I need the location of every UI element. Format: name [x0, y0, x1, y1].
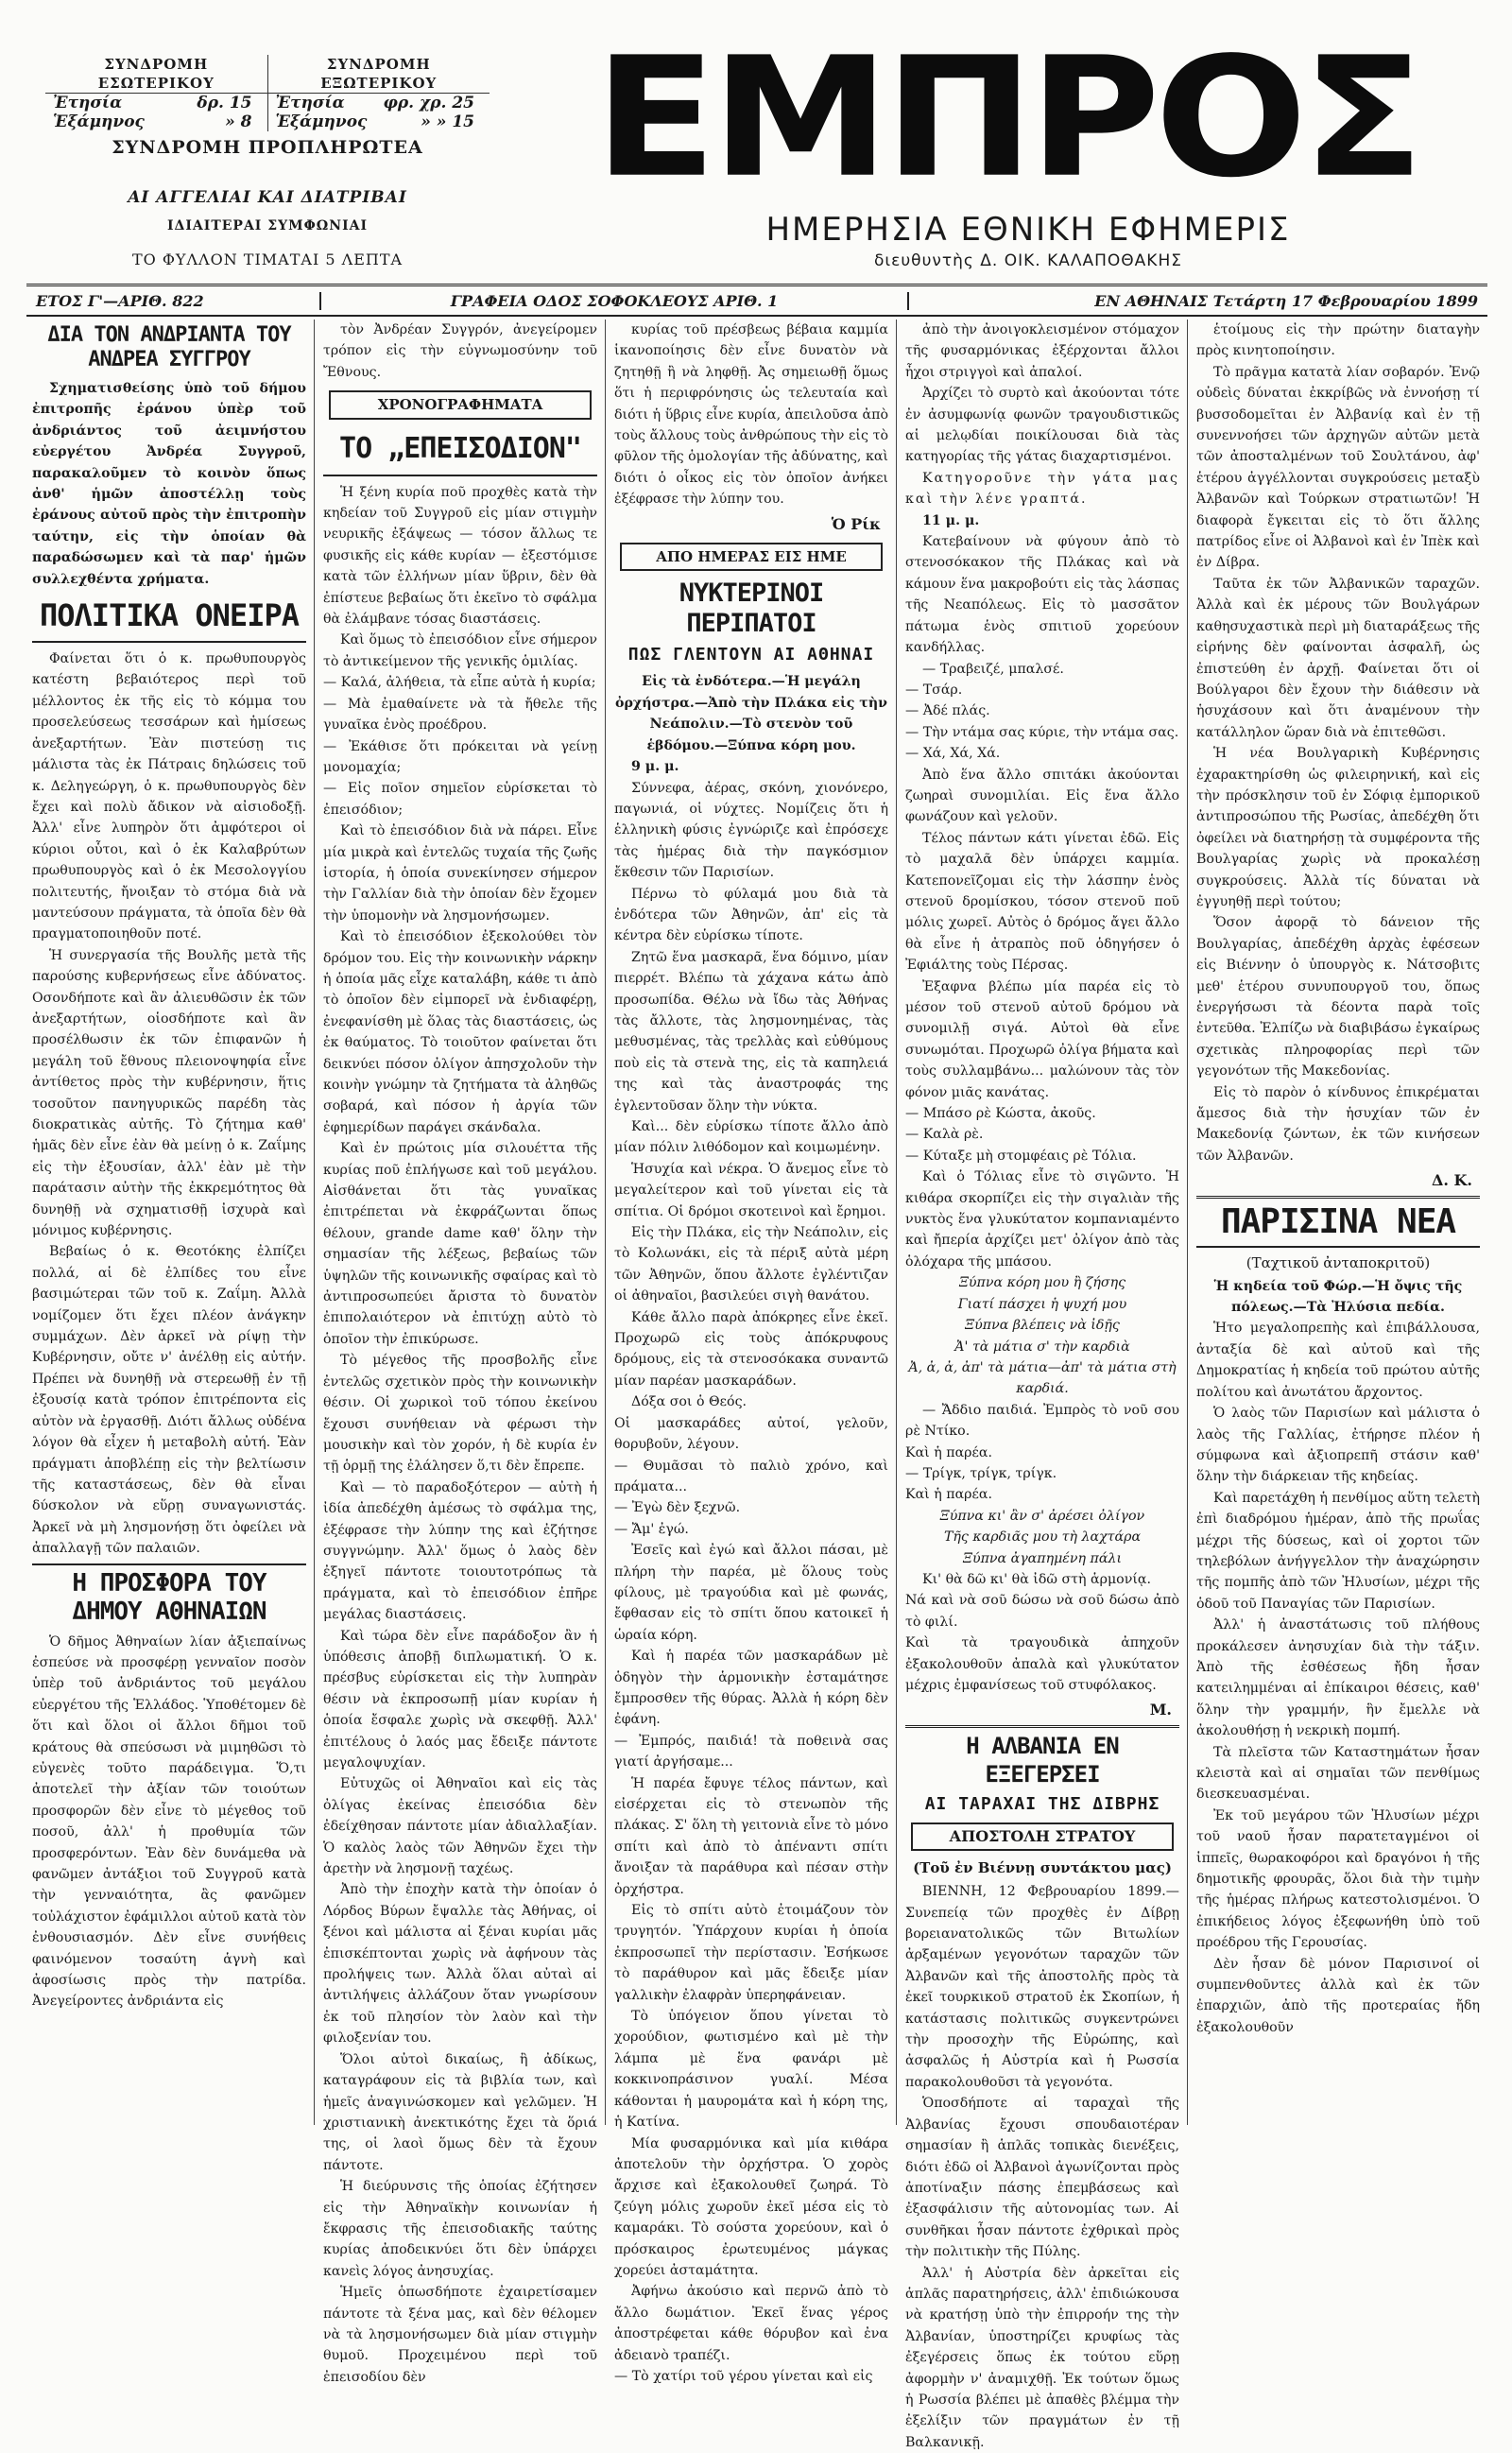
headline-political-dreams: ΠΟΛΙΤΙΚΑ ΟΝΕΙΡΑ [32, 594, 306, 643]
subscription-row [268, 112, 490, 131]
paragraph: Ἡ διεύρυνσις τῆς ὁποίας ἐζήτησεν εἰς τὴν Ἀθηναϊκὴν κοινωνίαν ἡ ἔκφρασις τῆς ἐπεισοδιακῆς ταύτης κυρίας ἀποδεικνύει ὅτι δὲν ὑπάρχει κανεὶς λόγος ἀνησυχίας. [323, 2179, 597, 2279]
paragraph: Κάθε ἄλλο παρὰ ἀπόκρηες εἶνε ἐκεῖ. Προχωρῶ εἰς τοὺς ἀπόκρυφους δρόμους, εἰς τὰ στενοσόκακα συναντῶ μίαν παρέαν μασκαράδων. [614, 1309, 888, 1389]
paragraph: Ἡ συνεργασία τῆς Βουλῆς μετὰ τῆς παρούσης κυβερνήσεως εἶνε ἀδύνατος. Οσονδήποτε καὶ ἂν ἀλιευθῶσιν ἐκ τῶν ἀνεξαρτήτων, οἱοσδήποτε καὶ ἂν προσέλθωσιν ἐκ τῶν ἐπιφανῶν ἡ μεγάλη τοῦ ἔθνους πλειονοψηφία εἶνε ἀντίθετος πρὸς τὴν κυβέρνησιν, ἥτις τοσοῦτον πανηγυρικῶς παρέδη τὰς διοκρατικὰς αὐτῆς. Τὸ ζήτημα καθ' ἡμᾶς δὲν εἶνε ἐὰν θὰ μείνῃ ὁ κ. Ζαΐμης εἰς τὴν ἐξουσίαν, ἀλλ' ἐὰν μὲ τὴν παράτασιν αὐτὴν τῆς ἐκκρεμότητος θὰ δυνηθῇ νὰ σχηματισθῇ ἰσχυρὰ καὶ μόνιμος κυβέρνησις. [32, 947, 306, 1239]
paragraph: Ζητῶ ἕνα μασκαρᾶ, ἕνα δόμινο, μίαν πιερρέτ. Βλέπω τὰ χάχανα κάτω ἀπὸ προσωπίδα. Θέλω νὰ ἴδω τὰς Ἀθήνας τὰς ἄλλοτε, τὰς λησμονημένας, τὰς μεθυσμένας, τὰς τρελλὰς καὶ εὐθύμους ποὺ εἰς τὰ στενὰ της, εἰς τὰ καπηλειά της καὶ τὰς ἀναστροφάς της ἐγλεντοῦσαν ὅλην τὴν νύκτα. [614, 949, 888, 1114]
sub-label: Ἐτησία [275, 94, 345, 112]
newspaper-page [26, 21, 1487, 2450]
paragraph: Δὲν ἦσαν δὲ μόνον Παρισινοί οἱ συμπενθοῦντες ἀλλὰ καὶ ἐκ τῶν ἐπαρχιῶν, ἀπὸ τῆς προτεραίας ἤδη ἐξακολουθοῦν [1196, 1956, 1480, 2035]
sub-value: δρ. 15 [197, 94, 252, 112]
newspaper-title: ΕΜΠΡΟΣ [593, 21, 1419, 215]
special-agreements: ΙΔΙΑΙΤΕΡΑΙ ΣΥΜΦΩΝΙΑΙ [166, 218, 369, 233]
column-1 [32, 320, 306, 2125]
paragraph: Τέλος πάντων κάτι γίνεται ἐδῶ. Εἰς τὸ μαχαλᾶ δὲν ὑπάρχει καμμία. Κατεπονεῖζομαι εἰς τὴν λάσπην ἑνὸς στενοῦ δρομίσκου, τόσον στενοῦ ποῦ μόλις χωρεῖ. Αὐτὸς ὁ δρόμος ἄγει ἄλλο θὰ εἶνε ἡ ἀτραπὸς ποῦ ὁδηγήσεν ὁ Ἐφιάλτης τοὺς Πέρσας. [905, 830, 1179, 974]
paragraph: Μία φυσαρμόνικα καὶ μία κιθάρα ἀποτελοῦν τὴν ὀρχήστρα. Ὁ χορὸς ἄρχισε καὶ ἐξακολουθεῖ ζωηρά. Τὸ ζεύγη μόλις χωροῦν ἐκεῖ μέσα εἰς τὸ καμαράκι. Τὸ σούστα χορεύουν, καὶ ὁ πρόσκαιρος ἐρωτευμένος μάγκας χορεύει ἀσταμάτητα. [614, 2135, 888, 2278]
sub-value: » 8 [225, 112, 252, 131]
paragraph: Ἀφήνω ἀκούσιο καὶ περνῶ ἀπὸ τὸ ἄλλο δωμάτιον. Ἐκεῖ ἕνας γέρος ἀποστρέφεται κάθε θόρυβον καὶ ἐνα ἀδειανὸ τραπέζι. — Τὸ χατίρι τοῦ γέρου γίνεται καὶ εἰς [614, 2284, 888, 2384]
paragraph: Ὁποσδήποτε αἱ ταραχαὶ τῆς Ἀλβανίας ἔχουσι σπουδαιοτέραν σημασίαν ἢ ἁπλᾶς τοπικὰς διενέξεις, διότι ἐδῶ οἱ Ἀλβανοὶ ἀγωνίζονται πρὸς ἀποτίναξιν πάσης ἐπεμβάσεως καὶ ἐξασφάλισιν τῆς αὐτονομίας των. Αἱ συνθῆκαι ἦσαν πάντοτε ἐχθρικαὶ πρὸς τὴν πολιτικὴν τῆς Πύλης. [905, 2096, 1179, 2260]
paragraph: Ἐκ τοῦ μεγάρου τῶν Ἠλυσίων μέχρι τοῦ ναοῦ ἦσαν παρατεταγμένοι οἱ ἱππεῖς, θωρακοφόροι καὶ δραγόνοι ἡ τῆς δημοτικῆς φρουρᾶς, ὅλοι διὰ τὴν τιμὴν τῆς ἡμέρας πλήρως κατεστολισμένοι. Ὁ ἐπικήδειος λόγος ἐξεφωνήθη ὑπὸ τοῦ προέδρου τῆς Γερουσίας. [1196, 1807, 1480, 1951]
subscription-abroad-head: ΣΥΝΔΡΟΜΗ ΕΞΩΤΕΡΙΚΟΥ [268, 55, 490, 94]
paragraph: — Ἄδδιο παιδιά. Ἐμπρὸς τὸ νοῦ σου ρὲ Ντίκο. Καὶ ἡ παρέα. — Τρίγκ, τρίγκ, τρίγκ. Καὶ ἡ παρέα. [905, 1402, 1179, 1503]
paragraph: Κατηγοροῦνε τὴν γάτα μας καὶ τὴν λένε γραπτά. [905, 470, 1179, 508]
paragraph: Τὸ ὑπόγειον ὅπου γίνεται τὸ χορούδιον, φωτισμένο καὶ μὲ τὴν λάμπα μὲ ἕνα φανάρι μὲ κοκκινοπράσινον γυαλί. Μέσα κάθονται ἡ μαυρομάτα καὶ ἡ κόρη της, ἡ Κατίνα. [614, 2009, 888, 2131]
masthead-left [45, 55, 490, 268]
paragraph: Φαίνεται ὅτι ὁ κ. πρωθυπουργὸς κατέστη βεβαιότερος περὶ τοῦ μέλλοντος ἐκ τῆς εἰς τὸ κόμμα του προσελεύσεως τεσσάρων καὶ ἡμίσεως ἀνεξαρτήτων. Ἐὰν πιστεύσῃ τις μάλιστα τὰς ἐκ Πάτραις δηλώσεις τοῦ κ. Δεληγεώργη, ὁ κ. πρωθυπουργὸς δὲν ἔχει καὶ πολὺ ἄδικον νὰ αἰσιοδοξῇ. Ἀλλ' εἶνε λυπηρὸν ὅτι ἀμφότεροι οἱ κύριοι οὗτοι, καὶ ὁ ἐκ Καλαβρύτων πρωθυπουργὸς καὶ ὁ ἐκ Μεσολογγίου πολιτευτής, ἤνοιξαν τὸ στόμα διὰ νὰ μαντεύσουν πράγματα, τὰ ὁποῖα δὲν θὰ πραγματοποιηθοῦν ποτέ. [32, 651, 306, 942]
paragraph: Ἡ παρέα ἔφυγε τέλος πάντων, καὶ εἰσέρχεται εἰς τὸ στενωπὸν τῆς πλάκας. Σ' ὅλη τὴ γειτονιὰ εἶνε τὸ μόνο σπίτι καὶ ἀπὸ τὸ ἀπέναντι σπίτι ἄνοιξαν τὰ παράθυρα καὶ πέσαν στὴν ὀρχήστρα. [614, 1775, 888, 1897]
subscription-row [45, 112, 267, 131]
paragraph: — Τραβειζέ, μπαλσέ. — Τσάρ. — Ἀδέ πλάς. — Τὴν ντάμα σας κύριε, τὴν ντάμα σας. — Χά, Χά, Χά. [905, 661, 1179, 762]
paragraph: Ἡσυχία καὶ νέκρα. Ὁ ἄνεμος εἶνε τὸ μεγαλείτερον καὶ τοῦ γίνεται εἰς τὰ σπίτια. Οἱ δρόμοι σκοτεινοὶ καὶ ἔρημοι. [614, 1161, 888, 1219]
song-verse: Ξύπνα κι' ἂν σ' ἀρέσει ὀλίγον Τῆς καρδιᾶς μου τὴ λαχτάρα Ξύπνα ἀγαπημένη πάλι [939, 1508, 1145, 1566]
prepaid-notice: ΣΥΝΔΡΟΜΗ ΠΡΟΠΛΗΡΩΤΕΑ [112, 137, 423, 158]
sub-value: φρ. χρ. 25 [383, 94, 474, 112]
paragraph: Καὶ ἐν πρώτοις μία σιλουέττα τῆς κυρίας ποῦ ἐπλήγωσε καὶ τοῦ μεγάλου. Αἰσθάνεται ὅτι τὰς γυναῖκας ἐπιτρέπεται νὰ ἐκφράζωνται ὅπως θέλουν, grande dame καθ' ὅλην τὴν σημασίαν τῆς λέξεως, βεβαίως τῶν ὑψηλῶν τῆς κοινωνικῆς σφαίρας καὶ τὸ ἀντιπροσωπεύει ἄριστα τὸ δυνατὸν ἐπιπολαιότερον νὰ ἐπιτύχῃ αὐτὸ τὸ ὁποῖον τὴν ἐπικύρωσε. [323, 1141, 597, 1347]
paragraph: ἀπὸ τὴν ἀνοιγοκλεισμένον στόμαχον τῆς φυσαρμόνικας ἐξέρχονται ἄλλοι ἦχοι στριγγοὶ καὶ ἀπαλοί. [905, 322, 1179, 380]
column-3 [614, 320, 888, 2384]
column-rule [1187, 320, 1188, 2125]
paragraph: Ἀλλ' ἡ ἀναστάτωσις τοῦ πλήθους προκάλεσεν ἀνησυχίαν διὰ τὴν τάξιν. Ἀπὸ τῆς ἐσθέσεως ἤδη ἦσαν κατειλημμέναι αἱ ἐπίκαιροι θέσεις, καθ' ὅλην τὴν γραμμήν, ἣν ἔμελλε νὰ ἀκολουθήσῃ ἡ νεκρικὴ πομπή. [1196, 1617, 1480, 1739]
paragraph: Ἀλλ' ἡ Αὐστρία δὲν ἀρκεῖται εἰς ἁπλᾶς παρατηρήσεις, ἀλλ' ἐπιδιώκουσα νὰ κρατήσῃ ὑπὸ τὴν ἐπιρροήν της τὴν Ἀλβανίαν, ὑποστηρίζει κρυφίως τὰς ἐξεγέρσεις ὅπως ἐκ τούτου εὕρῃ ἀφορμὴν ν' ἀναμιχθῇ. Ἐκ τούτων ὅμως ἡ Ρωσσία βλέπει μὲ ἀπαθὲς βλέμμα τὴν ἐξελίξιν τῶν πραγμάτων ἐν τῇ Βαλκανικῇ. [905, 2265, 1179, 2450]
paragraph: Εἰς τὸ σπίτι αὐτὸ ἐτοιμάζουν τὸν τρυγητόν. Ὑπάρχουν κυρίαι ἡ ὁποία ἐκπροσωπεῖ τὴν περίστασιν. Ἐσήκωσε τὸ παράθυρον καὶ μᾶς ἔδειξε μίαν γαλλικὴν ἐλαφρὰν ὑπερηφάνειαν. [614, 1903, 888, 2003]
paragraph: Ὅσον ἀφορᾷ τὸ δάνειον τῆς Βουλγαρίας, ἀπεδέχθη ἀρχὰς ἐφέσεων εἰς Βιέννην ὁ ὑπουργὸς κ. Νάτσοβιτς μεθ' ἑτέρου συνυπουργοῦ του, ὅπως ἐνεργήσωσι τὰ δέοντα παρὰ τοῖς ἐντεῦθα. Ἐλπίζω νὰ διαβιβάσω ἐγκαίρως σχετικὰς πληροφορίας περὶ τῶν γεγονότων τῆς Μακεδονίας. [1196, 915, 1480, 1080]
correspondent-note: (Τοῦ ἐν Βιέννῃ συντάκτου μας) [913, 1859, 1172, 1877]
column-5 [1196, 320, 1480, 2125]
column-2 [323, 320, 597, 2385]
subheadline-athens: ΠΩΣ ΓΛΕΝΤΟΥΝ ΑΙ ΑΘΗΝΑΙ [627, 645, 875, 665]
paragraph: Πέρνω τὸ φύλαμά μου διὰ τὰ ἐνδότερα τῶν Ἀθηνῶν, ἀπ' εἰς τὰ κέντρα δὲν εὑρίσκω τίποτε. [614, 886, 888, 944]
article-summary: Ἡ κηδεία τοῦ Φώρ.—Ἡ ὄψις τῆς πόλεως.—Τὰ Ἠλύσια πεδία. [1213, 1278, 1463, 1316]
paragraph: Καὶ ὁ Τόλιας εἶνε τὸ σιγῶντο. Ἡ κιθάρα σκορπίζει εἰς τὴν σιγαλιὰν τῆς νυκτὸς ἕνα γλυκύτατον κομπανιαμέντο καὶ ἤπερία ἀρχίζει μετ' ὀλίγον ἀπὸ τὰς ὁλόχαρα τῆς μπάσου. [905, 1169, 1179, 1270]
subscription-row [45, 94, 267, 112]
paragraph: Κατεβαίνουν νὰ φύγουν ἀπὸ τὸ στενοσόκακον τῆς Πλάκας καὶ νὰ κάμουν ἕνα μακροβούτι εἰς τὰς λάσπας τῆς Νεαπόλεως. Εἰς τὸ μασσᾶτον πάτωμα ἑνὸς σπιτιοῦ χορεύουν κανδήλλας. [905, 534, 1179, 656]
paragraph: Βεβαίως ὁ κ. Θεοτόκης ἐλπίζει πολλά, αἱ δὲ ἐλπίδες του εἶνε βασιμώτεραι τῶν τοῦ κ. Ζαΐμη. Ἀλλὰ νομίζομεν ὅτι ἔχει πλέον ἀνάγκην συμμάχων. Δὲν ἀρκεῖ νὰ ρίψῃ τὴν Κυβέρνησιν, οὔτε ν' ἀνέλθῃ εἰς αὐτήν. Πρέπει νὰ δυνηθῇ νὰ στερεωθῇ ἐν τῇ ἐξουσίᾳ κατὰ τρόπον ἐπιτρέποντα εἰς αὐτὸν νὰ ἐργασθῇ. Διότι ἄλλως οὐδένα λόγον θὰ εἶχεν ἡ μεταβολὴ αὐτή. Ἐὰν πράγματι ἀποβλέπῃ εἰς τὴν βελτίωσιν τῆς καταστάσεως, δὲν θὰ εἶναι δύσκολον νὰ εὕρῃ συναγωνιστάς. Ἀρκεῖ νὰ μὴ λησμονήσῃ ὅτι ὀφείλει νὰ ἀπαλλαγῇ τῶν παλαιῶν. [32, 1244, 306, 1557]
sub-value: » » 15 [421, 112, 474, 131]
paragraph: Τὸ μέγεθος τῆς προσβολῆς εἶνε ἐντελῶς σχετικὸν πρὸς τὴν κοινωνικὴν θέσιν. Οἱ χωρικοὶ τοῦ τόπου ἐκείνου ἔχουσι συνήθειαν νὰ φέρωσι τὴν μουσικὴν καὶ τὸν χορόν, ἡ δὲ κυρία ἐν τῇ ὁρμῇ της ἐλάλησεν ὅ,τι δὲν ἔπρεπε. [323, 1353, 597, 1475]
paragraph: τὸν Ἀνδρέαν Συγγρόν, ἀνεγείρομεν τρόπον εἰς τὴν εὐγνωμοσύνην τοῦ Ἔθνους. [323, 322, 597, 380]
headline-night-walks: ΝΥΚΤΕΡΙΝΟΙ ΠΕΡΙΠΑΤΟΙ [679, 579, 824, 639]
issue-price: ΤΟ ΦΥΛΛΟΝ ΤΙΜΑΤΑΙ 5 ΛΕΠΤΑ [131, 250, 404, 268]
article-columns [26, 320, 1487, 2450]
column-rule [314, 320, 315, 2125]
paragraph: Καὶ ἡ παρέα τῶν μασκαράδων μὲ ὁδηγὸν τὴν ἁρμονικὴν ἐσταμάτησε ἔμπροσθεν τῆς θύρας. Ἀλλὰ ἡ κόρη δὲν ἐφάνη. — Ἐμπρός, παιδιά! τὰ ποθεινὰ σας γιατί ἀργήσαμε... [614, 1649, 888, 1771]
section-label-day-to-day: ΑΠΟ ΗΜΕΡΑΣ ΕΙΣ ΗΜΕ [620, 543, 883, 571]
headline-municipality-offer: Η ΠΡΟΣΦΟΡΑ ΤΟΥ ΔΗΜΟΥ ΑΘΗΝΑΙΩΝ [32, 1563, 306, 1626]
paragraph: Τὸ πρᾶγμα κατατὰ λίαν σοβαρόν. Ἐνῷ οὐδεὶς δύναται ἐκκρίβῶς νὰ ἐννοήσῃ τί βυσσοδομεῖται ἐν Ἀλβανίᾳ καὶ ἐν τῇ συνεννοήσει τῶν ἀρχηγῶν αὐτῶν μετὰ τῶν ἀποσταλμένων τοῦ Σουλτάνου, ἀφ' ἑτέρου ἀγγέλλονται συγκρούσεις μεταξὺ Ἀλβανῶν καὶ Τούρκων στρατιωτῶν! Ἡ διαφορὰ ἔγκειται εἰς τὸ ὅτι ἄλλης πατρίδος εἶνε οἱ Ἀλβανοὶ καὶ ἐν Ἰπὲκ καὶ ἐν Δίβρα. [1196, 364, 1480, 571]
headline-albania: Η ΑΛΒΑΝΙΑ ΕΝ ΕΞΕΓΕΡΣΕΙ [905, 1725, 1179, 1788]
paragraph: Εὐτυχῶς οἱ Ἀθηναῖοι καὶ εἰς τὰς ὀλίγας ἐκείνας ἐπεισόδια δὲν ἐδείχθησαν πάντοτε μίαν ἀδιαλλαξίαν. Ὁ καλὸς λαὸς τῶν Ἀθηνῶν ἔχει τὴν ἀρετὴν νὰ λησμονῇ ταχέως. [323, 1776, 597, 1877]
paragraph: Ταῦτα ἐκ τῶν Ἀλβανικῶν ταραχῶν. Ἀλλὰ καὶ ἐκ μέρους τῶν Βουλγάρων καθησυχαστικὰ περὶ μὴ διαταράξεως τῆς εἰρήνης δὲν φαίνονται ἀσφαλῆ, ὡς ἐπιστεύθη ἐν ἀρχῇ. Φαίνεται ὅτι οἱ Βούλγαροι δὲν ἔχουν τὴν διάθεσιν νὰ ἡσυχάσουν καὶ ὅτι ἀναμένουν τὴν κατάλληλον ὥραν διὰ νὰ ἐπιτεθῶσι. [1196, 576, 1480, 740]
column-rule [605, 320, 606, 2125]
paragraph: Καὶ — τὸ παραδοξότερον — αὐτὴ ἡ ἰδία ἀπεδέχθη ἀμέσως τὸ σφάλμα της, ἐξέφρασε τὴν λύπην της καὶ ἐζήτησε συγγνώμην. Ἀλλ' ὅμως ὁ λαὸς δὲν ἐξηγεῖ πάντοτε τοιουτοτρόπως τὰ πράγματα, καὶ τὸ ἐπεισόδιον ἐπῆρε μεγάλας διαστάσεις. [323, 1479, 597, 1623]
paragraph: ΒΙΕΝΝΗ, 12 Φεβρουαρίου 1899.— Συνεπείᾳ τῶν προχθὲς ἐν Δίβρῃ βορειανατολικῶς τῶν Βιτωλίων ἀρξαμένων γεγονότων ταραχῶν τῶν Ἀλβανῶν καὶ τῆς ἀποστολῆς πρὸς τὰ ἐκεῖ τουρκικοῦ στρατοῦ ἐκ Σκοπίων, ἡ κατάστασις πολιτικῶς συγκεντρώνει τὴν προσοχὴν τῆς Εὐρώπης, καὶ ἀσφαλῶς ἡ Αὐστρία καὶ ἡ Ρωσσία παρακολουθοῦσι τὰ γεγονότα. [905, 1884, 1179, 2090]
office-address: ΓΡΑΦΕΙΑ ΟΔΟΣ ΣΟΦΟΚΛΕΟΥΣ ΑΡΙΘ. 1 [321, 292, 909, 310]
issue-number: ΕΤΟΣ Γ'—ΑΡΙΘ. 822 [26, 292, 321, 310]
sub-label: Ἑξάμηνος [275, 112, 368, 131]
paragraph: Ἀπὸ ἕνα ἄλλο σπιτάκι ἀκούονται ζωηραὶ συνομιλίαι. Εἰς ἕνα ἄλλο φωνάζουν καὶ γελοῦν. [905, 767, 1179, 825]
paragraph: Καὶ... δὲν εὑρίσκω τίποτε ἄλλο ἀπὸ μίαν πόλιν λιθόδομον καὶ κοιμωμένην. [614, 1119, 888, 1156]
correspondent-note: (Ταχτικοῦ ἀνταποκριτοῦ) [1246, 1253, 1431, 1271]
subscription-row [268, 94, 490, 112]
paragraph: Σχηματισθείσης ὑπὸ τοῦ δήμου ἐπιτροπῆς ἐράνου ὑπὲρ τοῦ ἀνδριάντος τοῦ ἀειμνήστου εὐεργέτου Ἀνδρέα Συγγροῦ, παρακαλοῦμεν τὸ κοινὸν ὅπως ἀνθ' ἡμῶν ἀποστέλλῃ τοὺς ἐράνους αὐτοῦ πρὸς τὴν ἐπιτροπὴν ταύτην, εἰς τὴν ὁποίαν θὰ παραδώσωμεν καὶ τὰ παρ' ἡμῶν συλλεχθέντα χρήματα. [32, 381, 306, 587]
subheadline-dibra: ΑΙ ΤΑΡΑΧΑΙ ΤΗΣ ΔΙΒΡΗΣ [924, 1793, 1160, 1814]
paragraph: Καὶ τώρα δὲν εἶνε παράδοξον ἂν ἡ ὑπόθεσις ἀποβῇ διπλωματική. Ὁ κ. πρέσβυς εὑρίσκεται εἰς τὴν λυπηρὰν θέσιν νὰ ἐκπροσωπῇ μίαν κυρίαν ἡ ὁποία ἔσφαλε χωρὶς νὰ σκεφθῇ. Ἀλλ' ἐπιτέλους ὁ λαός μας ἔδειξε πάντοτε μεγαλοψυχίαν. [323, 1628, 597, 1771]
dateline [26, 284, 1487, 317]
paragraph: Σύννεφα, ἀέρας, σκόνη, χιονόνερο, παγωνιά, οἱ νύχτες. Νομίζεις ὅτι ἡ ἑλληνικὴ φύσις ἐγνώριζε καὶ ἐπρόσεχε τὰς ἡμέρας διὰ τὴν παγκόσμιον ἔκθεσιν τῶν Παρισίων. [614, 780, 888, 881]
adverts-notice: ΑΙ ΑΓΓΕΛΙΑΙ ΚΑΙ ΔΙΑΤΡΙΒΑΙ [128, 188, 407, 207]
timestamp: 9 μ. μ. [631, 759, 679, 775]
column-rule [896, 320, 897, 2125]
paragraph: Ὁ δῆμος Ἀθηναίων λίαν ἀξιεπαίνως ἐσπεύσε νὰ προσφέρῃ γενναῖον ποσὸν ὑπὲρ τοῦ ἀνδριάντος τοῦ μεγάλου εὐεργέτου τῆς Ἑλλάδος. Ὑποθέτομεν δὲ ὅτι καὶ ὅλοι οἱ ἄλλοι δῆμοι τοῦ κράτους θὰ σπεύσωσι νὰ μιμηθῶσι τὸ εὐγενὲς τοῦτο παράδειγμα. Ὅ,τι ἀποτελεῖ τὴν ἀξίαν τῶν τοιούτων προσφορῶν δὲν εἶνε τὸ μέγεθος τοῦ ποσοῦ, ἀλλ' ἡ προθυμία τῶν προσφερόντων. Ἐὰν δὲν δυνάμεθα νὰ φανῶμεν ἀντάξιοι τοῦ Συγγροῦ κατὰ τὴν γενναιότητα, ἂς φανῶμεν τοὐλάχιστον ἐφάμιλλοι αὐτοῦ κατὰ τὸν ἐνθουσιασμόν. Δὲν εἶνε συνήθεις φαινόμενον τοσαύτη ἁγνὴ καὶ ἀφοσίωσις πρὸς τὴν πατρίδα. Ἀνεγείροντες ἀνδριάντα εἰς [32, 1633, 306, 2010]
newspaper-subtitle: ΗΜΕΡΗΣΙΑ ΕΘΝΙΚΗ ΕΦΗΜΕΡΙΣ [765, 211, 1291, 249]
paragraph: Τὰ πλεῖστα τῶν Καταστημάτων ἦσαν κλειστὰ καὶ αἱ σημαῖαι τῶν πενθίμως διεσκευασμέναι. [1196, 1744, 1480, 1803]
headline-statue: ΔΙΑ ΤΟΝ ΑΝΔΡΙΑΝΤΑ ΤΟΥ ΑΝΔΡΕΑ ΣΥΓΓΡΟΥ [47, 323, 291, 371]
timestamp: 11 μ. μ. [922, 512, 980, 528]
paragraph: Εἰς τὸ παρὸν ὁ κίνδυνος ἐπικρέμαται ἄμεσος διὰ τὴν ἡσυχίαν τῶν ἐν Μακεδονίᾳ ζώντων, ἐκ τῶν κινήσεων τῶν Ἀλβανῶν. [1196, 1084, 1480, 1164]
paragraph: Ὅλοι αὐτοὶ δικαίως, ἢ ἀδίκως, καταγράφουν εἰς τὰ βιβλία των, καὶ ἡμεῖς ἀναγινώσκομεν καὶ γελῶμεν. Ἡ χριστιανικὴ ἀνεκτικότης ἔχει τὰ ὅριά της, οἱ λαοὶ ὅμως δὲν τὰ ἔχουν πάντοτε. [323, 2051, 597, 2173]
paragraph: Ἐσεῖς καὶ ἐγώ καὶ ἄλλοι πάσαι, μὲ πλήρη τὴν παρέα, μὲ ὅλους τοὺς φίλους, μὲ τραγούδια καὶ μὲ φωνάς, ἔφθασαν εἰς τὸ σπίτι ὅπου κατοικεῖ ἡ ὡραία κόρη. [614, 1543, 888, 1643]
column-4 [905, 320, 1179, 2450]
signature: Ὁ Ρίκ [831, 514, 881, 533]
paragraph: Εἰς τὴν Πλάκα, εἰς τὴν Νεάπολιν, εἰς τὸ Κολωνάκι, εἰς τὰ πέριξ αὐτὰ μέρη τῶν Ἀθηνῶν, ὅπου ἄλλοτε ἐγλέντιζαν οἱ ἀθηναῖοι, βασιλεύει σιγὴ θανάτου. [614, 1225, 888, 1304]
article-summary: Εἰς τὰ ἐνδότερα.—Ἡ μεγάλη ὀρχήστρα.—Ἀπὸ τὴν Πλάκα εἰς τὴν Νεάπολιν.—Τὸ στενὸν τοῦ ἑβδόμου.—Ξύπνα κόρη μου. [615, 674, 887, 753]
subscription-abroad [267, 55, 490, 131]
paragraph: κυρίας τοῦ πρέσβεως βέβαια καμμία ἱκανοποίησις δὲν εἶνε δυνατὸν νὰ ζητηθῇ ἢ νὰ ληφθῇ. Ἀς σημειωθῇ ὅμως ὅτι ἡ περιφρόνησις ὡς τελευταία καὶ διότι ἡ ὕβρις εἶνε κυρία, ἀπειλοῦσα ἀπὸ τοὺς ἄλλους τοὺς ἀνθρώπους τὴν εἰς τὸ φῦλον τῆς ὁμολογίαν τῆς ἀδύνατης, καὶ διότι ὁ οἶκος εἰς τὸν ὁποῖον ἀνήκει ἐξέφρασε τὴν λύπην του. [614, 322, 888, 508]
paragraph: Ἡμεῖς ὁπωσδήποτε ἐχαιρετίσαμεν πάντοτε τὰ ξένα μας, καὶ δὲν θέλομεν νὰ τὰ λησμονήσωμεν διὰ μίαν στιγμὴν θυμοῦ. Προχειμένου περὶ τοῦ ἐπεισοδίου δὲν [323, 2285, 597, 2385]
sub-label: Ἑξάμηνος [53, 112, 145, 131]
song-verse: Ξύπνα κόρη μου ἢ ζήσης Γιατί πάσχει ἡ ψυχή μου Ξύπνα βλέπεις νὰ ἰδῇς Ἀ' τὰ μάτια σ' τὴν καρδιὰ Ἀ, ἀ, ἀ, ἀπ' τὰ μάτια—ἀπ' τὰ μάτια στὴ καρδιά. [908, 1275, 1177, 1397]
paragraph: Κι' θὰ δῶ κι' θὰ ἰδῶ στὴ ἁρμονίᾳ. Νά καὶ νὰ σοῦ δώσω νὰ σοῦ δώσω ἀπὸ τὸ φιλί. Καὶ τὰ τραγουδικὰ ἀπηχοῦν ἐξακολουθοῦν ἀπαλὰ καὶ γλυκύτατον μέχρις ἐμφανίσεως τοῦ στυφόλακος. [905, 1571, 1179, 1693]
issue-date: ΕΝ ΑΘΗΝΑΙΣ Τετάρτη 17 Φεβρουαρίου 1899 [1094, 291, 1478, 310]
subscription-domestic-head: ΣΥΝΔΡΟΜΗ ΕΣΩΤΕΡΙΚΟΥ [45, 55, 267, 94]
paragraph: Ἡ ξένη κυρία ποῦ προχθὲς κατὰ τὴν κηδείαν τοῦ Συγγροῦ εἰς μίαν στιγμὴν νευρικῆς ἐξάψεως — τόσον ἄλλως τε φυσικῆς εἰς κάθε κυρίαν — ἐξεστόμισε κατὰ τῶν ἑλλήνων μίαν ὕβριν, δὲν θὰ ἐπίστευε βεβαίως ὅτι ἐκεῖνο τὸ σφάλμα θὰ ἐλάμβανε τόσας διαστάσεις. [323, 484, 597, 628]
paragraph: Ἀρχίζει τὸ συρτὸ καὶ ἀκούονται τότε ἐν ἀσυμφωνίᾳ φωνῶν τραγουδιστικῶς αἱ μελῳδίαι ποικίλουσαι διὰ τὰς κατηγορίας τῆς γάτας διαχαρτισμένοι. [905, 386, 1179, 465]
section-label-chronicles: ΧΡΟΝΟΓΡΑΦΗΜΑΤΑ [329, 390, 592, 419]
paragraph: Καὶ τὸ ἐπεισόδιον ἐξεκολούθει τὸν δρόμον του. Εἰς τὴν κοινωνικὴν νάρκην ἡ ὁποία μᾶς εἶχε καταλάβη, κάθε τι ἀπὸ τὸ ὁποῖον δὲν εἰμπορεῖ νὰ ἐνδιαφέρῃ, ἐνεφανίσθη μὲ ὅλας τὰς διαστάσεις, ὡς ἐκ θαύματος. Τὸ τοιοῦτον φαίνεται ὅτι δεικνύει πόσον ὀλίγον ἀπησχολοῦν τὴν κοινὴν γνώμην τὰ ζητήματα τὰ ἀληθῶς σοβαρά, καὶ πόσον ἡ ἀργία τῶν ἐφημερίδων παράγει σκάνδαλα. [323, 929, 597, 1135]
signature: Δ. Κ. [1431, 1171, 1472, 1190]
paragraph: Ἡ νέα Βουλγαρικὴ Κυβέρνησις ἐχαρακτηρίσθη ὡς φιλειρηνική, καὶ εἰς τὴν πρόσκλησιν τοῦ ἐν Σόφιᾳ ἐμπορικοῦ ἀντιπροσώπου τῆς Ρωσίας, ἀπεδέχθη ὅτι ὀφείλει νὰ διατηρήσῃ τὰ συμφέροντα τῆς Βουλγαρίας χωρὶς νὰ προκαλέσῃ συγκρούσεις. Ἀλλὰ τίς δύναται νὰ ἐγγυηθῇ περὶ τούτου; [1196, 746, 1480, 909]
paragraph: Καὶ τὸ ἐπεισόδιον διὰ νὰ πάρει. Εἶνε μία μικρὰ καὶ ἐντελῶς τυχαία τῆς ζωῆς ἱστορία, ἡ ὁποία συνεκίνησεν σήμερον τὴν Γαλλίαν διὰ τὴν ὁποίαν δὲν ἔχομεν τὴν ὑπομονὴν νὰ λησμονήσωμεν. [323, 823, 597, 924]
sub-label: Ἐτησία [53, 94, 123, 112]
paragraph: Ἀπὸ τὴν ἐποχὴν κατὰ τὴν ὁποίαν ὁ Λόρδος Βύρων ἔψαλλε τὰς Ἀθήνας, οἱ ξένοι καὶ μάλιστα αἱ ξέναι κυρίαι μᾶς ἐπισκέπτονται χωρὶς νὰ ἀφήνουν τὰς προλήψεις των. Ἀλλὰ ὅλαι αὐταὶ αἱ ἀντιλήψεις ἀλλάζουν ὅταν γνωρίσουν ἐκ τοῦ πλησίον τὸν λαὸν καὶ τὴν φιλοξενίαν του. [323, 1882, 597, 2047]
section-label-army-dispatch: ΑΠΟΣΤΟΛΗ ΣΤΡΑΤΟΥ [911, 1822, 1174, 1851]
subscription-domestic [45, 55, 267, 131]
paragraph: Ἡτο μεγαλοπρεπὴς καὶ ἐπιβάλλουσα, ἀνταξία δὲ καὶ αὐτοῦ καὶ τῆς Δημοκρατίας ἡ κηδεία τοῦ πρώτου αὐτῆς πολίτου καὶ ἀνωτάτου ἄρχοντος. [1196, 1321, 1480, 1400]
newspaper-director: διευθυντὴς Δ. ΟΙΚ. ΚΑΛΑΠΟΘΑΚΗΣ [874, 251, 1182, 270]
signature: Μ. [1149, 1701, 1172, 1719]
paragraph: Καὶ παρετάχθη ἡ πενθίμος αὕτη τελετὴ ἐπὶ διαδρόμου ἡμέραν, ἀπὸ τῆς πρωΐας μέχρι τῆς δύσεως, καὶ οἱ χορτοι τῶν τηλεβόλων ἀνήγγελλον τὴν ἀναχώρησιν τῆς πομπῆς ἀπὸ τῶν Ἠλυσίων, μέχρι τῆς ὁδοῦ τοῦ Παναγίας τῶν Παρισίων. [1196, 1490, 1481, 1612]
paragraph: Δόξα σοι ὁ Θεός. Οἱ μασκαράδες αὐτοί, γελοῦν, θορυβοῦν, λέγουν. — Θυμᾶσαι τὸ παλιὸ χρόνο, καὶ πράματα... — Ἐγὼ δὲν ξεχνῶ. — Ἄμ' ἐγώ. [614, 1394, 888, 1537]
paragraph: Ὁ λαὸς τῶν Παρισίων καὶ μάλιστα ὁ λαὸς τῆς Γαλλίας, ἐτήρησε πλέον ἡ σύμφωνα καὶ ἀξιοπρεπῆ στάσιν καθ' ὅλην τὴν διάρκειαν τῆς κηδείας. [1196, 1406, 1480, 1485]
paragraph: Καὶ ὅμως τὸ ἐπεισόδιον εἶνε σήμερον τὸ ἀντικείμενον τῆς γενικῆς ὁμιλίας. — Καλά, ἀλήθεια, τὰ εἶπε αὐτὰ ἡ κυρία; — Μὰ ἐμαθαίνετε νὰ τὰ ἤθελε τῆς γυναῖκα ἐνὸς προέδρου. — Ἐκάθισε ὅτι πρόκειται νὰ γείνῃ μονομαχία; — Εἰς ποῖον σημεῖον εὑρίσκεται τὸ ἐπεισόδιον; [323, 632, 597, 818]
paragraph: Ἐξαφνα βλέπω μία παρέα εἰς τὸ μέσον τοῦ στενοῦ αὐτοῦ δρόμου νὰ συνομιλῇ σιγά. Αὐτοὶ θὰ εἶνε συνωμόται. Προχωρῶ ὀλίγα βήματα καὶ τοὺς συλλαμβάνω... μαλώνουν τὰς τὸν φόνον μιᾶς κανάτας. — Μπάσο ρὲ Κώστα, ἀκοῦς. — Καλὰ ρὲ. — Κύταξε μὴ στομφέαις ρὲ Τόλια. [905, 978, 1179, 1164]
headline-paris-news: ΠΑΡΙΣΙΝΑ ΝΕΑ [1196, 1196, 1480, 1248]
subscription-table [45, 55, 490, 131]
paragraph: ἑτοίμους εἰς τὴν πρώτην διαταγὴν πρὸς κινητοποίησιν. [1196, 322, 1480, 359]
headline-episode: ΤΟ „ΕΠΕΙΣΟΔΙΟΝ" [323, 427, 597, 476]
